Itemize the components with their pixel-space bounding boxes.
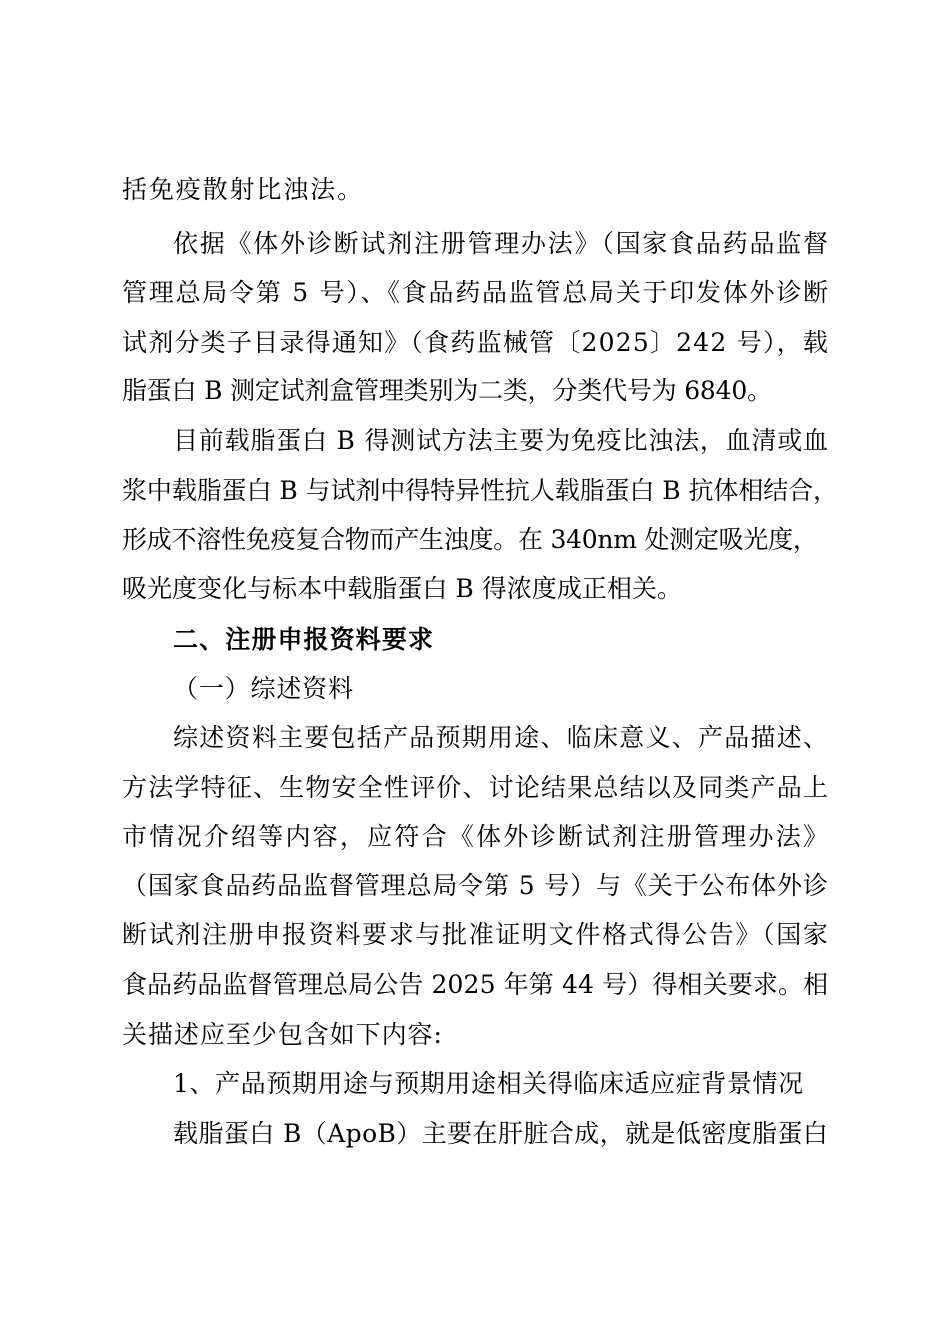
paragraph-line-14: 市情况介绍等内容，应符合《体外诊断试剂注册管理办法》 — [122, 822, 831, 851]
paragraph-line-4: 试剂分类子目录得通知》（食药监械管〔2025〕242 号），载 — [122, 328, 830, 357]
subsection-heading: （一）综述资料 — [173, 674, 354, 703]
paragraph-line-16: 断试剂注册申报资料要求与批准证明文件格式得公告》（国家 — [122, 920, 830, 949]
paragraph-line-12: 综述资料主要包括产品预期用途、临床意义、产品描述、 — [173, 723, 830, 752]
paragraph-line-5: 脂蛋白 B 测定试剂盒管理类别为二类，分类代号为 6840。 — [122, 376, 772, 405]
paragraph-line-9: 吸光度变化与标本中载脂蛋白 B 得浓度成正相关。 — [122, 574, 682, 603]
paragraph-line-1: 括免疫散射比浊法。 — [122, 175, 364, 204]
paragraph-line-6: 目前载脂蛋白 B 得测试方法主要为免疫比浊法，血清或血 — [173, 426, 829, 455]
paragraph-line-8: 形成不溶性免疫复合物而产生浊度。在 340nm 处测定吸光度， — [122, 525, 818, 554]
paragraph-line-18: 关描述应至少包含如下内容: — [122, 1020, 443, 1049]
numbered-item-1: 1、产品预期用途与预期用途相关得临床适应症背景情况 — [173, 1069, 804, 1098]
paragraph-line-15: （国家食品药品监督管理总局令第 5 号）与《关于公布体外诊 — [122, 871, 829, 900]
paragraph-line-7: 浆中载脂蛋白 B 与试剂中得特异性抗人载脂蛋白 B 抗体相结合， — [122, 476, 838, 505]
section-heading: 二、注册申报资料要求 — [173, 625, 435, 654]
paragraph-line-13: 方法学特征、生物安全性评价、讨论结果总结以及同类产品上 — [122, 773, 830, 802]
paragraph-line-17: 食品药品监督管理总局公告 2025 年第 44 号）得相关要求。相 — [122, 970, 829, 999]
paragraph-line-2: 依据《体外诊断试剂注册管理办法》（国家食品药品监督 — [173, 229, 830, 258]
paragraph-line-20: 载脂蛋白 B（ApoB）主要在肝脏合成，就是低密度脂蛋白 — [173, 1119, 829, 1148]
paragraph-line-3: 管理总局令第 5 号）、《食品药品监管总局关于印发体外诊断 — [122, 278, 830, 307]
